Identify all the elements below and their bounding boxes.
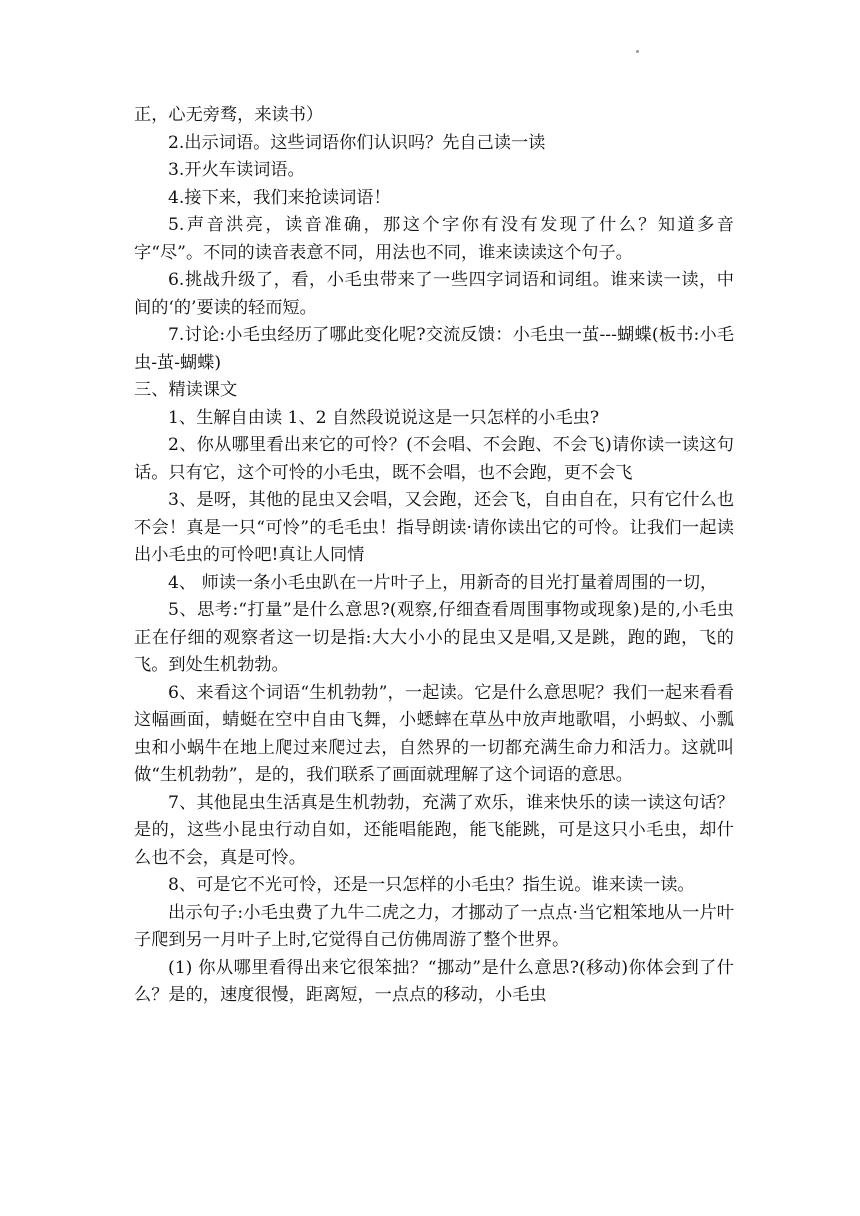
- paragraph: 2、你从哪里看出来它的可怜？(不会唱、不会跑、不会飞)请你读一读这句话。只有它，这个可怜的小毛虫，既不会唱，也不会跑，更不会飞: [134, 435, 734, 483]
- paragraph: 1、生解自由读 1、2 自然段说说这是一只怎样的小毛虫?: [168, 407, 600, 428]
- paragraph: 3、是呀，其他的昆虫又会唱，又会跑，还会飞，自由自在，只有它什么也不会！真是一只“可怜”的毛毛虫！指导朗读·请你读出它的可怜。让我们一起读出小毛虫的可怜吧!真让人同情: [134, 490, 734, 565]
- paragraph: 4、 师读一条小毛虫趴在一片叶子上，用新奇的目光打量着周围的一切，: [168, 572, 718, 593]
- paragraph: 6.挑战升级了，看，小毛虫带来了一些四字词语和词组。谁来读一读，中间的‘的’要读的轻而短。: [134, 270, 734, 318]
- paragraph: 6、来看这个词语“生机勃勃”，一起读。它是什么意思呢？我们一起来看看这幅画面，蜻蜓在空中自由飞舞，小蟋蟀在草丛中放声地歌唱，小蚂蚁、小瓢虫和小蜗牛在地上爬过来爬过去，自然界的一切都充满生命力和活力。这就叫做“生机勃勃”，是的，我们联系了画面就理解了这个词语的意思。: [134, 682, 734, 785]
- paragraph: 8、可是它不光可怜，还是一只怎样的小毛虫？指生说。谁来读一读。: [168, 875, 695, 895]
- paragraph: 2.出示词语。这些词语你们认识吗？先自己读一读: [168, 132, 546, 153]
- paragraph: 3.开火车读词语。: [168, 160, 305, 180]
- paragraph: 出示句子:小毛虫费了九牛二虎之力，才挪动了一点点·当它粗笨地从一片叶子爬到另一月叶子上时,它觉得自己仿佛周游了整个世界。: [134, 902, 734, 950]
- paragraph: (1) 你从哪里看得出来它很笨拙？“挪动”是什么意思?(移动)你体会到了什么？是的，速度很慢，距离短，一点点的移动，小毛虫: [134, 957, 734, 1005]
- page-mark: [636, 50, 639, 53]
- paragraph: 4.接下来，我们来抢读词语！: [168, 187, 391, 208]
- document-body: [134, 102, 734, 1010]
- paragraph: 三、精读课文: [134, 380, 238, 400]
- paragraph: 7、其他昆虫生活真是生机勃勃，充满了欢乐，谁来快乐的读一读这句话？是的，这些小昆虫行动自如，还能唱能跑，能飞能跳，可是这只小毛虫，却什么也不会，真是可怜。: [134, 792, 734, 868]
- paragraph: 7.讨论:小毛虫经历了哪此变化呢?交流反馈：小毛虫一茧---蝴蝶(板书:小毛虫-茧-蝴蝶): [134, 325, 734, 373]
- paragraph: 5.声音洪亮，读音准确，那这个字你有没有发现了什么？知道多音字“尽”。不同的读音表意不同，用法也不同，谁来读读这个句子。: [134, 215, 734, 263]
- paragraph: 5、思考:“打量”是什么意思?(观察,仔细查看周围事物或现象)是的,小毛虫正在仔细的观察者这一切是指:大大小小的昆虫又是唱,又是跳，跑的跑，飞的飞。到处生机勃勃。: [134, 600, 734, 675]
- paragraph: 正，心无旁骛，来读书）: [134, 105, 324, 125]
